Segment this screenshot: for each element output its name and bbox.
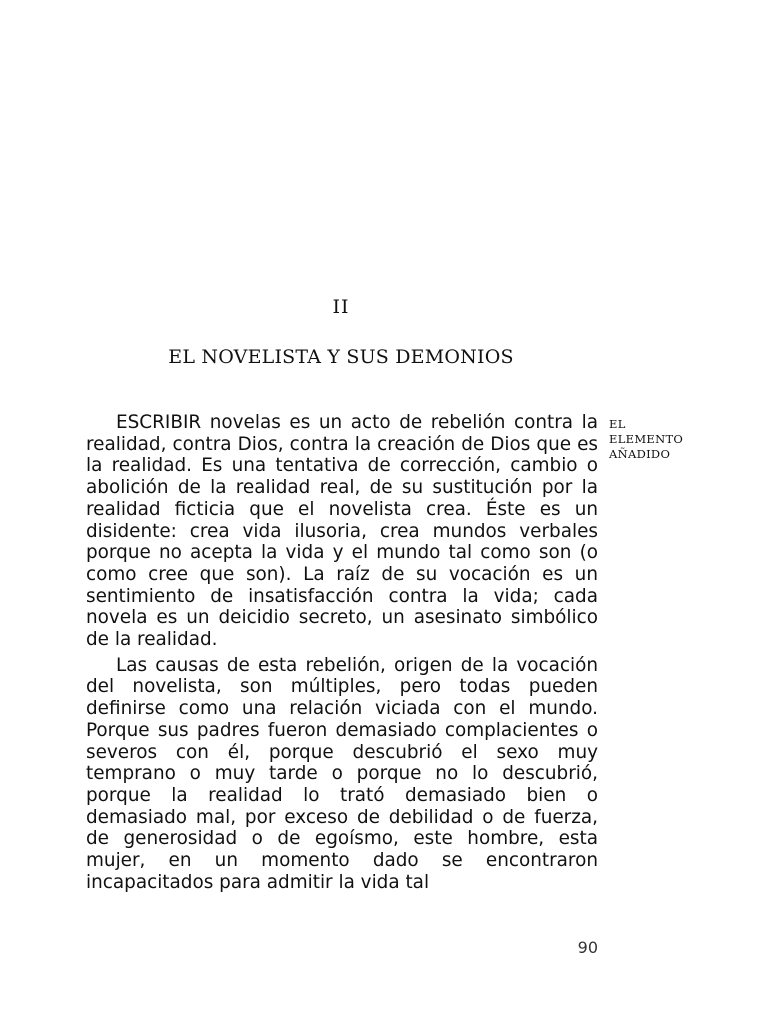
margin-note (609, 417, 719, 462)
margin-note-line: AÑADIDO (609, 447, 671, 461)
body-text (86, 412, 598, 893)
paragraph: ESCRIBIR novelas es un acto de rebelión contra la realidad, contra Dios, contra la creación de Dios que es la realidad. Es una tentativa de corrección, cambio o abolición de la realidad real, de su sustitución por la realidad ficticia que el novelista crea. Éste es un disidente: crea vida ilusoria, crea mundos verbales porque no acepta la vida y el mundo tal como son (o como cree que son). La raíz de su vocación es un sentimiento de insatisfacción contra la vida; cada novela es un deicidio secreto, un asesinato simbólico de la realidad. (86, 412, 598, 651)
margin-note-line: EL (609, 417, 626, 431)
chapter-number: II (332, 296, 350, 318)
margin-note-line: ELEMENTO (609, 432, 684, 446)
paragraph: Las causas de esta rebelión, origen de la vocación del novelista, son múltiples, pero todas pueden definirse como una relación viciada con el mundo. Porque sus padres fueron demasiado complacientes o severos con él, porque descubrió el sexo muy temprano o muy tarde o porque no lo descubrió, porque la realidad lo trató demasiado bien o demasiado mal, por exceso de debilidad o de fuerza, de generosidad o de egoísmo, este hombre, esta mujer, en un momento dado se encontraron incapacitados para admitir la vida tal (86, 654, 598, 893)
chapter-title: EL NOVELISTA Y SUS DEMONIOS (168, 346, 514, 368)
page-number: 90 (577, 938, 598, 957)
